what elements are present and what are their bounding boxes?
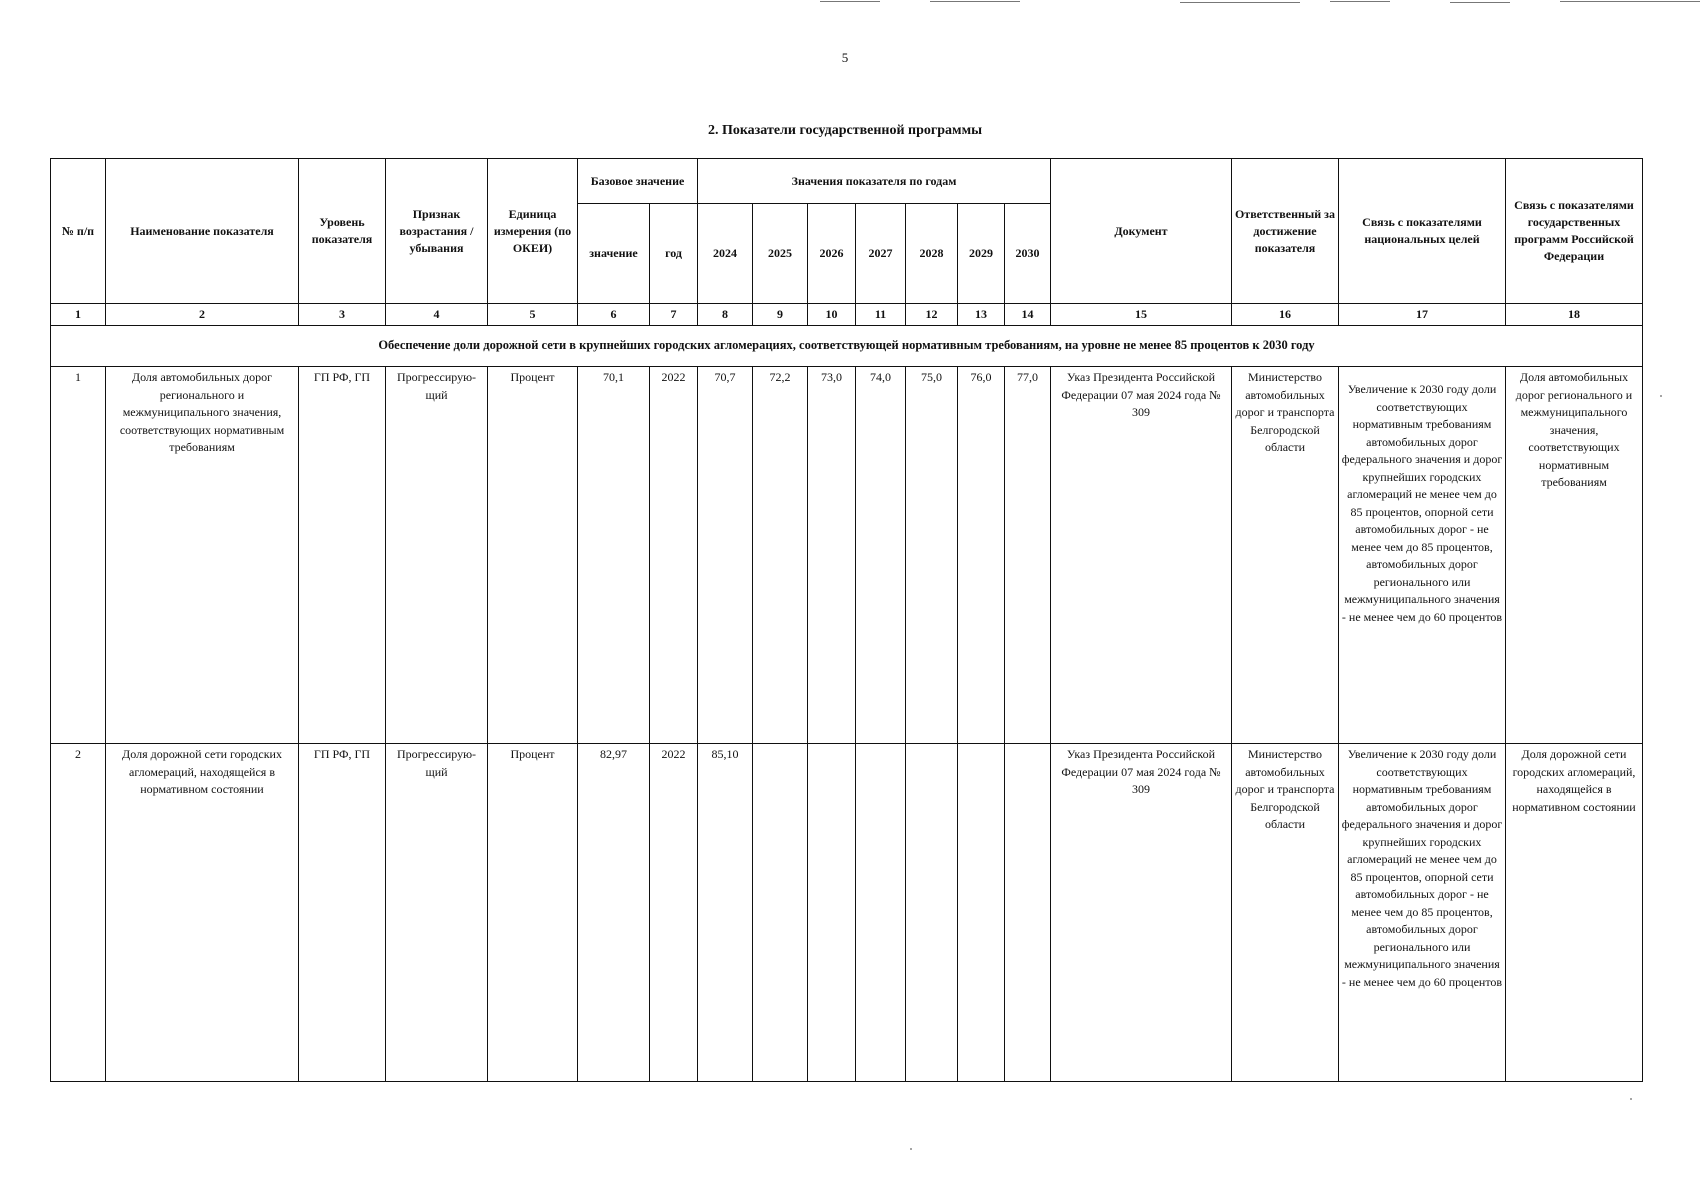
header-year: 2030 [1005,204,1051,304]
scan-mark [1450,2,1510,3]
header-row-top [51,159,1643,204]
year-value: 76,0 [958,367,1005,744]
year-value: 77,0 [1005,367,1051,744]
indicator-name: Доля дорожной сети городских агломераций, находящейся в нормативном состоянии [106,744,299,1082]
year-value: 73,0 [808,367,856,744]
column-number: 8 [698,304,753,326]
indicator-unit: Процент [488,367,578,744]
column-number: 2 [106,304,299,326]
year-value: 75,0 [906,367,958,744]
header-level: Уровень показателя [299,159,386,304]
column-number: 13 [958,304,1005,326]
base-value: 70,1 [578,367,650,744]
header-years-group: Значения показателя по годам [698,159,1051,204]
column-number: 14 [1005,304,1051,326]
page-number: 5 [841,50,849,65]
header-responsible: Ответственный за достижение показателя [1232,159,1339,304]
header-year: 2025 [753,204,808,304]
column-number-row [51,304,1643,326]
national-link-cell: Увеличение к 2030 году доли соответствующих нормативным требованиям автомобильных дорог федерального значения и дорог крупнейших городских агломераций не менее чем до 85 процентов, опорной сети автомобильных дорог - не менее чем до 85 процентов, автомобильных дорог регионального или межмуниципального значения - не менее чем до 60 процентов [1339,744,1506,1082]
indicators-table [50,158,1643,1082]
document-cell: Указ Президента Российской Федерации 07 мая 2024 года № 309 [1051,744,1232,1082]
header-name: Наименование показателя [106,159,299,304]
responsible-cell: Министерство автомобильных дорог и транспорта Белгородской области [1232,367,1339,744]
table-title: 2. Показатели государственной программы [707,123,983,138]
column-number: 17 [1339,304,1506,326]
scan-mark [930,1,1020,2]
year-value: 72,2 [753,367,808,744]
column-number: 6 [578,304,650,326]
indicator-level: ГП РФ, ГП [299,367,386,744]
goal-row [51,326,1643,367]
national-link-cell: Увеличение к 2030 году доли соответствующих нормативным требованиям автомобильных дорог федерального значения и дорог крупнейших городских агломераций не менее чем до 85 процентов, опорной сети автомобильных дорог - не менее чем до 85 процентов, автомобильных дорог регионального или межмуниципального значения - не менее чем до 60 процентов [1339,367,1506,744]
header-trend: Признак возрастания / убывания [386,159,488,304]
column-number: 18 [1506,304,1643,326]
year-value [808,744,856,1082]
year-value: 85,10 [698,744,753,1082]
header-base-group: Базовое значение [578,159,698,204]
row-num: 2 [51,744,106,1082]
column-number: 1 [51,304,106,326]
base-year: 2022 [650,367,698,744]
indicator-trend: Прогрессирую-щий [386,367,488,744]
goal-text: Обеспечение доли дорожной сети в крупнейших городских агломерациях, соответствующей нормативным требованиям, на уровне не менее 85 процентов к 2030 году [51,326,1643,367]
column-number: 3 [299,304,386,326]
year-value: 74,0 [856,367,906,744]
header-base-year: год [650,204,698,304]
header-base-value: значение [578,204,650,304]
document-cell: Указ Президента Российской Федерации 07 мая 2024 года № 309 [1051,367,1232,744]
column-number: 4 [386,304,488,326]
scan-dot [910,1148,912,1150]
year-value [856,744,906,1082]
column-number: 10 [808,304,856,326]
table-row [51,744,1643,1082]
year-value [906,744,958,1082]
column-number: 9 [753,304,808,326]
column-number: 5 [488,304,578,326]
header-year: 2028 [906,204,958,304]
column-number: 12 [906,304,958,326]
header-national-link: Связь с показателями национальных целей [1339,159,1506,304]
header-year: 2026 [808,204,856,304]
column-number: 7 [650,304,698,326]
federal-link-cell: Доля дорожной сети городских агломераций, находящейся в нормативном состоянии [1506,744,1643,1082]
year-value [958,744,1005,1082]
row-num: 1 [51,367,106,744]
scan-mark [1180,2,1300,3]
header-document: Документ [1051,159,1232,304]
column-number: 11 [856,304,906,326]
header-federal-link: Связь с показателями государственных программ Российской Федерации [1506,159,1643,304]
scan-mark [820,1,880,2]
scan-mark [1560,1,1700,2]
header-year: 2024 [698,204,753,304]
header-unit: Единица измерения (по ОКЕИ) [488,159,578,304]
base-year: 2022 [650,744,698,1082]
scan-mark [1330,1,1390,2]
year-value [1005,744,1051,1082]
base-value: 82,97 [578,744,650,1082]
indicator-name: Доля автомобильных дорог регионального и межмуниципального значения, соответствующих нормативным требованиям [106,367,299,744]
scan-dot [1660,395,1662,397]
year-value [753,744,808,1082]
header-year: 2027 [856,204,906,304]
year-value: 70,7 [698,367,753,744]
responsible-cell: Министерство автомобильных дорог и транспорта Белгородской области [1232,744,1339,1082]
indicator-level: ГП РФ, ГП [299,744,386,1082]
indicator-unit: Процент [488,744,578,1082]
scan-dot [1630,1098,1632,1100]
federal-link-cell: Доля автомобильных дорог регионального и межмуниципального значения, соответствующих нормативным требованиям [1506,367,1643,744]
column-number: 15 [1051,304,1232,326]
column-number: 16 [1232,304,1339,326]
header-year: 2029 [958,204,1005,304]
indicator-trend: Прогрессирую-щий [386,744,488,1082]
header-num: № п/п [51,159,106,304]
table-row [51,367,1643,744]
